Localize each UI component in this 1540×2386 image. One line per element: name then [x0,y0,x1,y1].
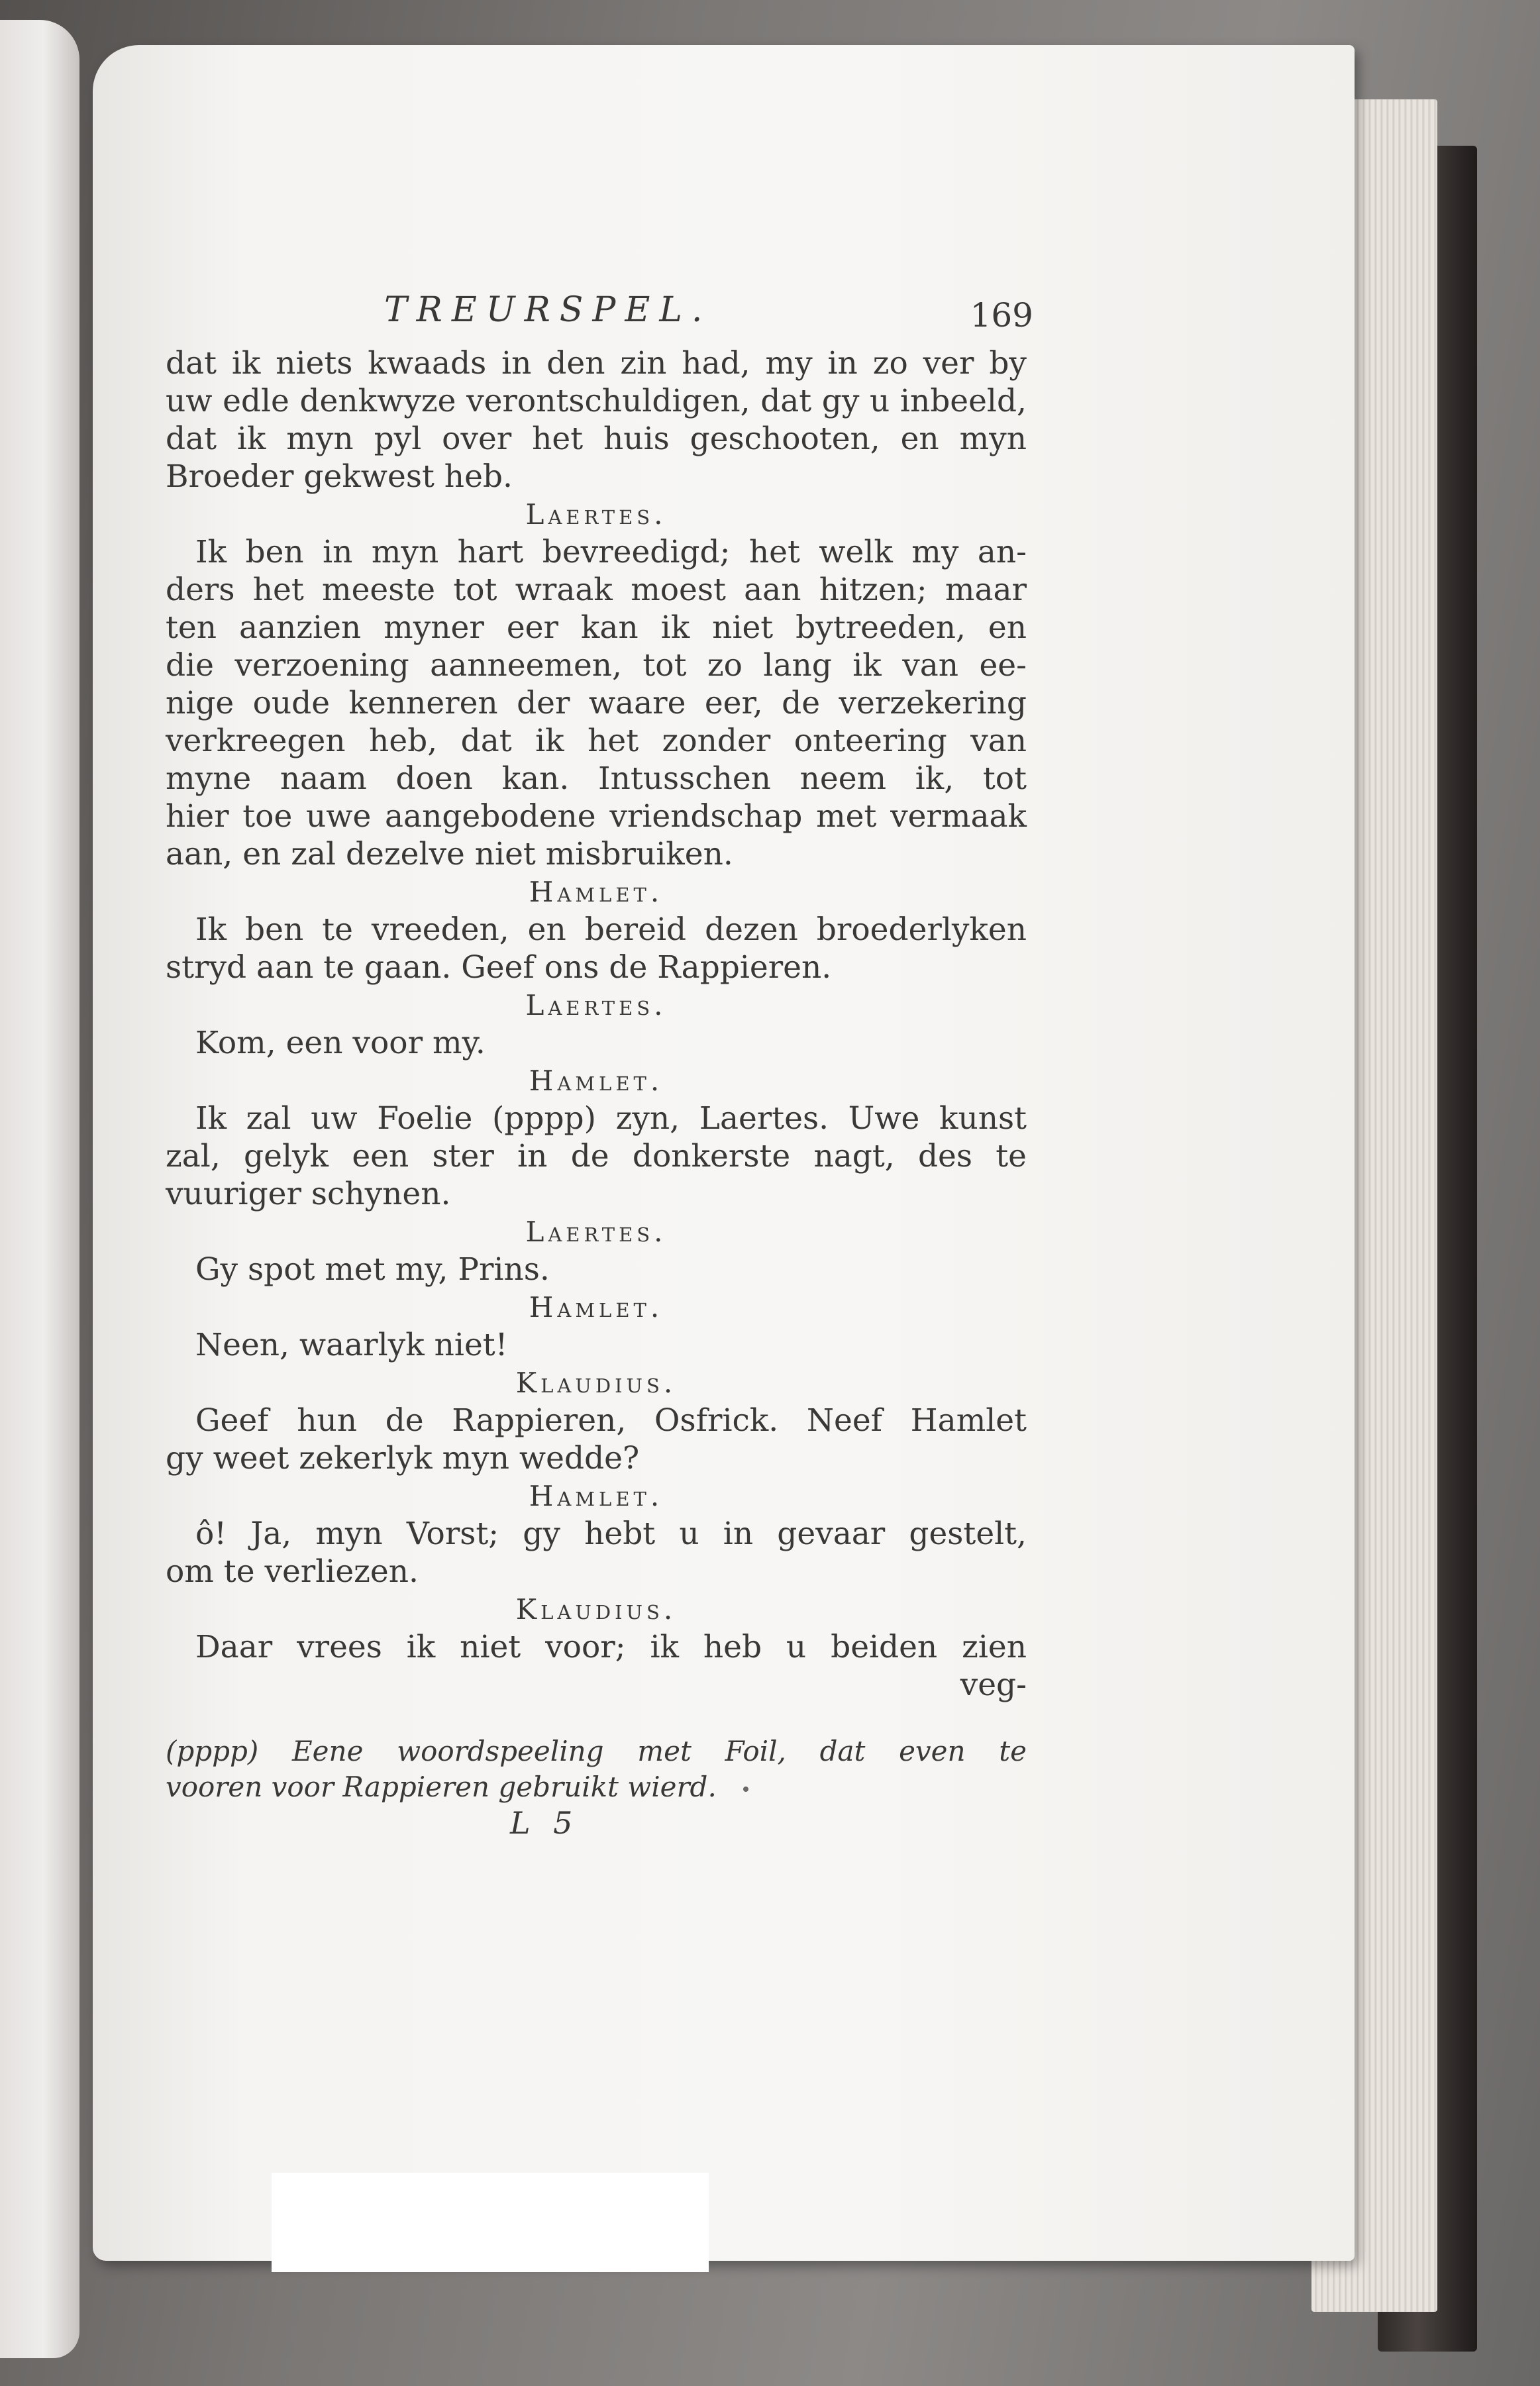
text-line: dat ik myn pyl over het huis geschooten, en myn [166,421,1027,457]
speaker-name: Hamlet. [529,1480,664,1512]
speaker-name: Hamlet. [529,1291,664,1323]
speaker-name: Klaudius. [515,1593,677,1626]
speaker-name: Laertes. [525,989,667,1021]
text-line: stryd aan te gaan. Geef ons de Rappieren. [166,949,832,986]
text-line: die verzoening aanneemen, tot zo lang ik van ee- [166,647,1027,684]
text-line: aan, en zal dezelve niet misbruiken. [166,836,733,872]
speaker-name: Hamlet. [529,876,664,908]
left-page-edge [0,20,79,2358]
text-line: Neen, waarlyk niet! [195,1327,508,1363]
speaker-name: Laertes. [525,498,667,531]
text-line: Broeder gekwest heb. [166,458,513,495]
speaker-name: Hamlet. [529,1064,664,1097]
body-lines [166,344,1027,1704]
running-head-title: TREURSPEL. [384,290,712,330]
page-text [166,285,1033,1841]
text-line: hier toe uwe aangebodene vriendschap met vermaak [166,798,1027,835]
footnote-line: (pppp) Eene woordspeeling met Foil, dat even te [166,1735,1027,1767]
text-line: ô! Ja, myn Vorst; gy hebt u in gevaar gestelt, [195,1516,1027,1552]
footnote-line: vooren voor Rappieren gebruikt wierd. [166,1769,1027,1805]
text-line: zal, gelyk een ster in de donkerste nagt, des te [166,1138,1027,1174]
speaker-name: Klaudius. [515,1367,677,1399]
text-line: ders het meeste tot wraak moest aan hitzen; maar [166,572,1027,608]
text-line: gy weet zekerlyk myn wedde? [166,1440,640,1477]
signature-mark: L 5 [510,1805,580,1841]
speaker-name: Laertes. [525,1216,667,1248]
text-line: dat ik niets kwaads in den zin had, my in zo ver by [166,345,1027,382]
text-line: vuuriger schynen. [166,1176,451,1212]
text-line: Ik ben te vreeden, en bereid dezen broederlyken [195,911,1027,948]
text-line: Geef hun de Rappieren, Osfrick. Neef Hamlet [195,1402,1027,1439]
text-line: Daar vrees ik niet voor; ik heb u beiden zien [195,1629,1027,1665]
text-line: Ik ben in myn hart bevreedigd; het welk my an- [195,534,1027,570]
text-line: ten aanzien myner eer kan ik niet bytreeden, en [166,609,1027,646]
ink-dot-mark [743,1787,748,1792]
text-line: uw edle denkwyze verontschuldigen, dat gy u inbeeld, [166,383,1027,419]
text-line: Ik zal uw Foelie (pppp) zyn, Laertes. Uwe kunst [195,1100,1027,1137]
white-label-sticker [272,2173,709,2272]
text-line: nige oude kenneren der waare eer, de verzekering [166,685,1027,721]
text-line: Kom, een voor my. [195,1025,486,1061]
footnote [166,1734,1027,1841]
page-number: 169 [970,296,1033,335]
running-head [166,285,1033,344]
text-line: verkreegen heb, dat ik het zonder onteering van [166,723,1027,759]
text-line: myne naam doen kan. Intusschen neem ik, tot [166,760,1027,797]
catchword: veg- [960,1667,1027,1703]
text-line: Gy spot met my, Prins. [195,1251,550,1288]
text-line: om te verliezen. [166,1553,419,1590]
